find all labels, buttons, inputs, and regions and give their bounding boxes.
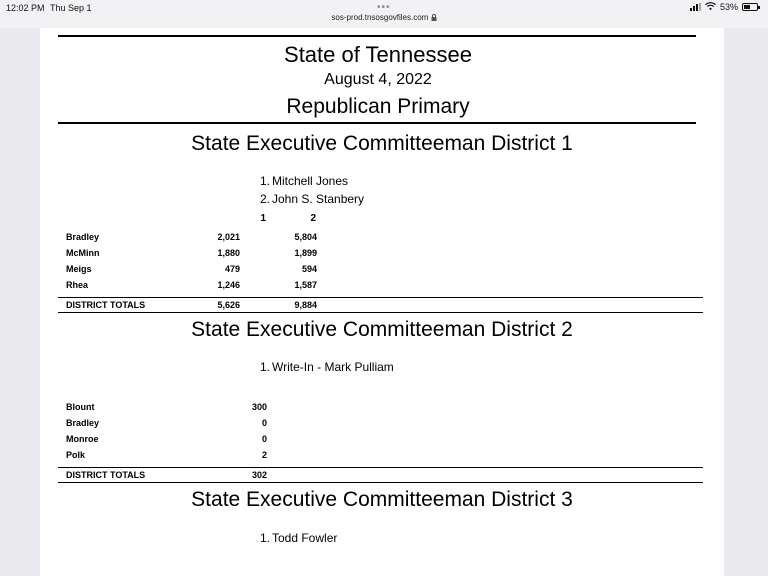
vote-count: 0 xyxy=(261,418,267,428)
totals-rule xyxy=(58,297,703,298)
vote-count: 0 xyxy=(261,434,267,444)
state-heading: State of Tennessee xyxy=(284,42,472,67)
district-3-heading: State Executive Committeeman District 3 xyxy=(191,488,573,511)
election-title: Republican Primary xyxy=(286,95,470,118)
county-label: Blount xyxy=(66,402,95,412)
url-text: sos-prod.tnsosgovfiles.com xyxy=(331,13,429,22)
totals-bottom-rule xyxy=(58,482,703,483)
more-dots-icon[interactable]: ••• xyxy=(377,2,391,13)
totals-rule xyxy=(58,467,703,468)
battery-percent: 53% xyxy=(719,2,738,12)
document-page[interactable] xyxy=(40,28,724,576)
vote-count: 1,246 xyxy=(217,280,240,290)
district-total: 5,626 xyxy=(217,300,240,310)
totals-bottom-rule xyxy=(58,312,703,313)
vote-count: 1,880 xyxy=(217,248,240,258)
county-label: Polk xyxy=(66,450,86,460)
district-3-candidate-1: 1. Todd Fowler xyxy=(259,531,338,545)
vote-count: 1,587 xyxy=(294,280,317,290)
county-label: Monroe xyxy=(66,434,99,444)
district-1-candidate-2: 2. John S. Stanbery xyxy=(259,192,365,206)
vote-count: 300 xyxy=(251,402,267,412)
county-label: Bradley xyxy=(66,232,100,242)
lock-icon xyxy=(431,13,437,22)
vote-count: 2 xyxy=(261,450,267,460)
district-1-heading: State Executive Committeeman District 1 xyxy=(191,132,573,155)
county-label: Rhea xyxy=(66,280,89,290)
column-header-2: 2 xyxy=(310,213,316,224)
district-1-candidate-1: 1. Mitchell Jones xyxy=(259,174,349,188)
vote-count: 1,899 xyxy=(294,248,317,258)
district-totals-label: DISTRICT TOTALS xyxy=(66,470,146,480)
district-2-candidate-1: 1. Write-In - Mark Pulliam xyxy=(259,360,394,374)
vote-count: 594 xyxy=(301,264,317,274)
county-label: McMinn xyxy=(66,248,100,258)
county-label: Meigs xyxy=(66,264,92,274)
district-2-heading: State Executive Committeeman District 2 xyxy=(191,318,573,341)
district-totals-label: DISTRICT TOTALS xyxy=(66,300,146,310)
status-bar xyxy=(0,0,768,28)
header-rule xyxy=(58,122,696,124)
vote-count: 479 xyxy=(224,264,240,274)
top-rule xyxy=(58,35,696,37)
district-total: 302 xyxy=(251,470,267,480)
district-total: 9,884 xyxy=(294,300,317,310)
battery-icon xyxy=(742,3,758,11)
cellular-signal-icon xyxy=(690,3,701,11)
vote-count: 2,021 xyxy=(217,232,240,242)
status-day: Thu Sep 1 xyxy=(50,3,92,13)
wifi-icon xyxy=(705,2,716,12)
vote-count: 5,804 xyxy=(294,232,317,242)
address-bar[interactable] xyxy=(0,13,768,22)
column-header-1: 1 xyxy=(260,213,266,224)
county-label: Bradley xyxy=(66,418,100,428)
election-date: August 4, 2022 xyxy=(324,71,432,88)
status-time: 12:02 PM xyxy=(6,3,45,13)
